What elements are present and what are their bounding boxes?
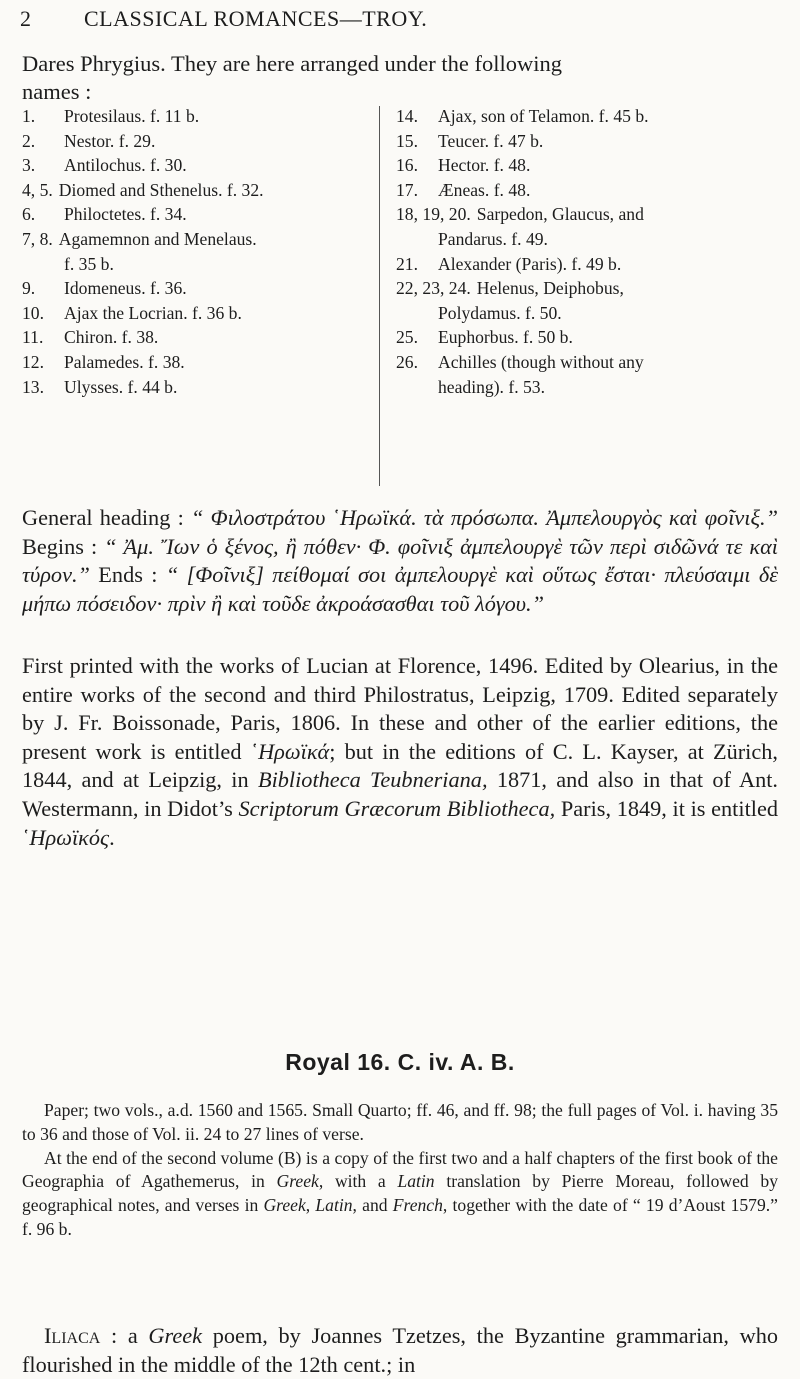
- name-entry: [396, 129, 780, 154]
- name-entry: [22, 153, 352, 178]
- manuscript-heading: Royal 16. C. iv. A. B.: [285, 1049, 515, 1075]
- entry-text: Agamemnon and Menelaus.: [58, 228, 257, 249]
- names-column-right: [396, 104, 780, 399]
- description-paragraph: [22, 1147, 778, 1242]
- entry-number: 6.: [22, 204, 36, 225]
- page-number: 2: [20, 6, 31, 31]
- name-entry: [396, 301, 780, 326]
- entry-text: Chiron. f. 38.: [64, 327, 159, 348]
- ends-label: Ends :: [89, 562, 166, 588]
- entry-text: Alexander (Paris). f. 49 b.: [438, 253, 622, 274]
- general-heading-label: General heading :: [22, 505, 191, 530]
- name-entry: [22, 202, 352, 227]
- entry-number: 3.: [22, 155, 36, 176]
- name-entry: [22, 227, 352, 252]
- name-entry: [396, 375, 780, 400]
- name-entry: [396, 325, 780, 350]
- name-entry: [396, 276, 780, 301]
- entry-number: 26.: [396, 351, 418, 372]
- name-entry: [22, 129, 352, 154]
- running-title: CLASSICAL ROMANCES—TROY.: [84, 6, 428, 31]
- names-table: [22, 104, 780, 498]
- entry-text: Diomed and Sthenelus. f. 32.: [58, 179, 264, 200]
- greek-heading: “ Φιλοστράτου ῾Ηρωϊκά. τὰ πρόσωπα. Ἀμπελουργὸς καὶ φοῖνιξ.”: [190, 505, 779, 530]
- entry-text: Protesilaus. f. 11 b.: [64, 106, 200, 126]
- intro-line: Dares Phrygius. They are here arranged under the following: [22, 51, 563, 76]
- general-heading-paragraph: [22, 504, 778, 618]
- entry-text: Euphorbus. f. 50 b.: [438, 327, 573, 348]
- name-entry: [22, 301, 352, 326]
- greek-word: Greek: [148, 1323, 203, 1348]
- page-header: [20, 6, 780, 40]
- entry-text: Æneas. f. 48.: [438, 179, 531, 200]
- iliaca-text: : a: [100, 1323, 149, 1348]
- begins-label: Begins :: [22, 533, 105, 559]
- entry-text: Sarpedon, Glaucus, and: [476, 204, 644, 225]
- name-entry: [22, 178, 352, 203]
- entry-text: Teucer. f. 47 b.: [438, 130, 544, 151]
- name-entry: [396, 178, 780, 203]
- editions-text: ; but in the editions of C. L. Kayser, at Zürich, 1844, and at Leipzig, in: [22, 738, 778, 793]
- editions-text: Paris, 1849, it is entitled: [555, 795, 779, 821]
- entry-number: 13.: [22, 376, 44, 397]
- entry-number: 15.: [396, 130, 418, 151]
- greek-word: Greek: [263, 1195, 306, 1216]
- description-text: , together with the date of “ 19 d’Aoust 1579.” f. 96 b.: [22, 1195, 778, 1239]
- entry-number: 2.: [22, 130, 36, 151]
- entry-text: Pandarus. f. 49.: [438, 228, 548, 249]
- entry-number: 7, 8.: [22, 228, 53, 249]
- entry-text: Ajax the Locrian. f. 36 b.: [64, 302, 242, 323]
- name-entry: [396, 252, 780, 277]
- entry-text: Polydamus. f. 50.: [438, 302, 562, 323]
- begins-text: “ Ἀμ. Ἴων ὁ ξένος, ἢ πόθεν· Φ. φοῖνιξ ἀμπελουργὲ τῶν περὶ σιδῶνά τε καὶ τύρον.”: [22, 533, 778, 588]
- bibliotheca-title: Bibliotheca Teubneriana,: [257, 767, 488, 793]
- name-entry: [396, 350, 780, 375]
- entry-text: Hector. f. 48.: [438, 155, 531, 176]
- entry-number: 4, 5.: [22, 179, 53, 200]
- name-entry: [22, 375, 352, 400]
- name-entry: [396, 104, 780, 129]
- ends-text: “ [Φοῖνιξ] πείθομαί σοι ἀμπελουργὲ καὶ οὕτως ἔσται· πλεύσαιμι δὲ μήπω πόσειδον· πρὶν ἢ καὶ τοῦδε ἀκροάσασθαι τοῦ λόγου.”: [22, 562, 778, 616]
- entry-number: 10.: [22, 302, 44, 323]
- entry-number: 1.: [22, 106, 36, 126]
- entry-text: Idomeneus. f. 36.: [64, 278, 187, 299]
- name-entry: [22, 252, 352, 277]
- entry-text: Philoctetes. f. 34.: [64, 204, 187, 225]
- name-entry: [22, 350, 352, 375]
- column-divider: [379, 106, 380, 486]
- description-text: At the end of the second volume (B) is a copy of the first two and a half chapters of the first book of the Geographia of Agathemerus, in: [22, 1147, 778, 1192]
- iliaca-text: poem, by Joannes Tzetzes, the Byzantine grammarian, who flourished in the middle of the 12th cent.; in: [22, 1323, 778, 1377]
- description-text: ,: [305, 1195, 316, 1216]
- entry-number: 21.: [396, 253, 418, 274]
- name-entry: [22, 276, 352, 301]
- entry-number: 18, 19, 20.: [396, 204, 471, 225]
- latin-word: Latin: [397, 1171, 435, 1192]
- name-entry: [22, 104, 352, 129]
- entry-text: f. 35 b.: [64, 253, 114, 274]
- editions-text: 1871, and also in that of Ant. Westermann, in Didot’s: [22, 767, 779, 821]
- editions-text: .: [109, 824, 115, 850]
- scriptorum-title: Scriptorum Græcorum Bibliotheca,: [238, 795, 556, 821]
- intro-paragraph: [22, 50, 778, 106]
- entry-text: Helenus, Deiphobus,: [476, 278, 624, 299]
- description-text: translation by Pierre Moreau, followed by geographical notes, and verses in: [22, 1171, 778, 1216]
- title-plural: ῾Ηρωϊκά: [250, 738, 330, 764]
- entry-text: Antilochus. f. 30.: [64, 155, 187, 176]
- entry-text: Ajax, son of Telamon. f. 45 b.: [438, 106, 649, 126]
- entry-text: Palamedes. f. 38.: [64, 351, 185, 372]
- intro-line: names :: [22, 79, 92, 104]
- entry-text: Nestor. f. 29.: [64, 130, 156, 151]
- name-entry: [22, 325, 352, 350]
- entry-number: 11.: [22, 327, 44, 348]
- entry-text: Achilles (though without any: [438, 351, 644, 372]
- description-text: , with a: [318, 1171, 398, 1192]
- name-entry: [396, 202, 780, 227]
- entry-number: 22, 23, 24.: [396, 278, 471, 299]
- entry-number: 9.: [22, 278, 36, 299]
- description-text: , and: [352, 1195, 393, 1216]
- names-column-left: [22, 104, 352, 399]
- title-singular: ῾Ηρωϊκός: [22, 824, 110, 850]
- name-entry: [396, 153, 780, 178]
- entry-number: 16.: [396, 155, 418, 176]
- editions-text: First printed with the works of Lucian at Florence, 1496. Edited by Olearius, in the entire works of the second and third Philostratus, Leipzig, 1709. Edited separately by J. Fr. Boissonade, Paris, 1806. In these and other of the earlier editions, the present work is entitled: [22, 653, 778, 764]
- iliaca-title: Iliaca: [44, 1323, 101, 1348]
- entry-number: 25.: [396, 327, 418, 348]
- entry-text: Ulysses. f. 44 b.: [64, 376, 178, 397]
- latin-word: Latin: [315, 1195, 353, 1216]
- entry-number: 12.: [22, 351, 44, 372]
- entry-text: heading). f. 53.: [438, 376, 545, 397]
- description-paragraph: Paper; two vols., a.d. 1560 and 1565. Small Quarto; ff. 46, and ff. 98; the full pages of Vol. i. having 35 to 36 and those of Vol. ii. 24 to 27 lines of verse.: [22, 1100, 778, 1144]
- greek-word: Greek: [276, 1171, 319, 1192]
- entry-number: 17.: [396, 179, 418, 200]
- entry-number: 14.: [396, 106, 418, 126]
- editions-paragraph: [22, 652, 778, 852]
- name-entry: [396, 227, 780, 252]
- manuscript-description: [22, 1099, 778, 1242]
- iliaca-paragraph: [22, 1322, 778, 1379]
- french-word: French: [392, 1195, 443, 1216]
